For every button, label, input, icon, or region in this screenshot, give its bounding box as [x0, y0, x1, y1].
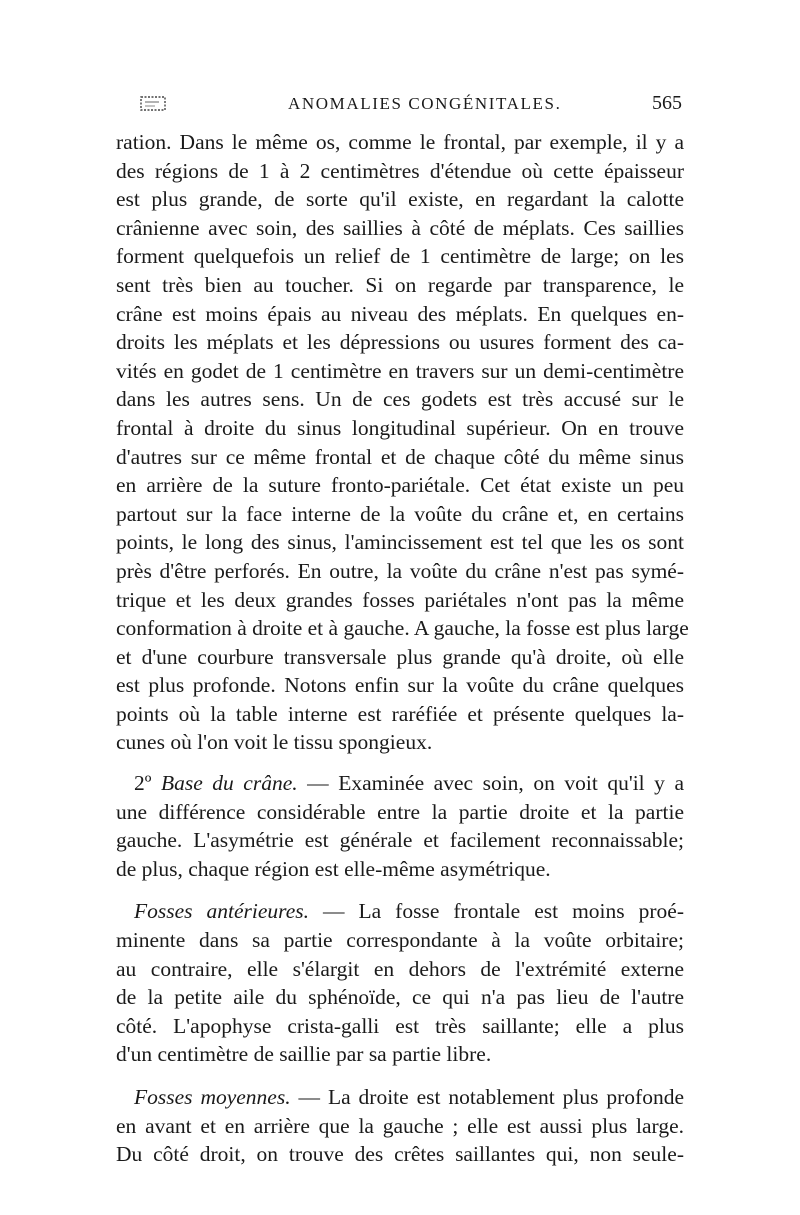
- text-line: côté. L'apophyse crista-galli est très saillante; elle a plus: [116, 1013, 684, 1038]
- paragraph-fosses-anterieures: [116, 897, 684, 1069]
- section-heading: Base du crâne.: [160, 771, 298, 796]
- text-line: droits les méplats et les dépressions ou usures forment des ca-: [116, 330, 684, 355]
- text-line: au contraire, elle s'élargit en dehors de l'extrémité externe: [116, 956, 684, 981]
- library-stamp-icon: [139, 94, 169, 114]
- text-line: des régions de 1 à 2 centimètres d'étendue où cette épaisseur: [116, 158, 684, 183]
- text-line: est plus profonde. Notons enfin sur la voûte du crâne quelques: [116, 673, 684, 698]
- text-line: de la petite aile du sphénoïde, ce qui n'a pas lieu de l'autre: [116, 985, 684, 1010]
- text-line: forment quelquefois un relief de 1 centimètre de large; on les: [116, 244, 684, 269]
- text-line: trique et les deux grandes fosses pariétales n'ont pas la même: [116, 587, 684, 612]
- text-line: cunes où l'on voit le tissu spongieux.: [116, 730, 433, 755]
- text-line: crâne est moins épais au niveau des méplats. En quelques en-: [116, 301, 684, 326]
- section-heading: Fosses antérieures.: [134, 899, 310, 924]
- text-line: dans les autres sens. Un de ces godets est très accusé sur le: [116, 387, 684, 412]
- section-lead-line: [116, 769, 684, 798]
- text-line: gauche. L'asymétrie est générale et facilement reconnaissable;: [116, 828, 684, 853]
- text-line: vités en godet de 1 centimètre en travers sur un demi-centimètre: [116, 358, 684, 383]
- text-line: près d'être perforés. En outre, la voûte du crâne n'est pas symé-: [116, 558, 684, 583]
- page-header: [112, 92, 682, 120]
- text-line: minente dans sa partie correspondante à la voûte orbitaire;: [116, 928, 684, 953]
- text-line: est plus grande, de sorte qu'il existe, en regardant la calotte: [116, 187, 684, 212]
- text-line: Du côté droit, on trouve des crêtes saillantes qui, non seule-: [116, 1142, 684, 1167]
- paragraph: [116, 128, 689, 757]
- running-title: ANOMALIES CONGÉNITALES.: [288, 94, 562, 113]
- text-line: sent très bien au toucher. Si on regarde par transparence, le: [116, 272, 684, 297]
- text-line: d'autres sur ce même frontal et de chaque côté du même sinus: [116, 444, 684, 469]
- text-line: d'un centimètre de saillie par sa partie libre.: [116, 1042, 492, 1067]
- text-line: et d'une courbure transversale plus grande qu'à droite, où elle: [116, 644, 684, 669]
- text-line: en avant et en arrière que la gauche ; elle est aussi plus large.: [116, 1113, 684, 1138]
- text-line: conformation à droite et à gauche. A gauche, la fosse est plus large: [116, 616, 689, 641]
- text-line: ration. Dans le même os, comme le frontal, par exemple, il y a: [116, 130, 684, 154]
- section-lead-text: — La droite est notablement plus profonde: [290, 1085, 684, 1109]
- text-line: frontal à droite du sinus longitudinal supérieur. On en trouve: [116, 415, 684, 440]
- body-text: [116, 128, 689, 1169]
- section-lead-text: — La fosse frontale est moins proé-: [309, 899, 684, 924]
- section-lead-line: [116, 897, 684, 926]
- text-line: points où la table interne est raréfiée et présente quelques la-: [116, 701, 684, 726]
- section-number: 2º: [134, 771, 152, 796]
- paragraph-fosses-moyennes: [116, 1083, 684, 1169]
- text-line: en arrière de la suture fronto-pariétale. Cet état existe un peu: [116, 473, 684, 498]
- paragraph-base-du-crane: [116, 769, 684, 883]
- text-line: points, le long des sinus, l'amincissement est tel que les os sont: [116, 530, 684, 555]
- section-lead-line: [116, 1083, 684, 1112]
- text-line: de plus, chaque région est elle-même asymétrique.: [116, 856, 551, 881]
- text-line: une différence considérable entre la partie droite et la partie: [116, 799, 684, 824]
- section-lead-text: — Examinée avec soin, on voit qu'il y a: [297, 771, 684, 796]
- text-line: crânienne avec soin, des saillies à côté de méplats. Ces saillies: [116, 215, 684, 240]
- page-number: 565: [652, 92, 682, 114]
- text-line: partout sur la face interne de la voûte du crâne et, en certains: [116, 501, 684, 526]
- section-heading: Fosses moyennes.: [134, 1085, 291, 1109]
